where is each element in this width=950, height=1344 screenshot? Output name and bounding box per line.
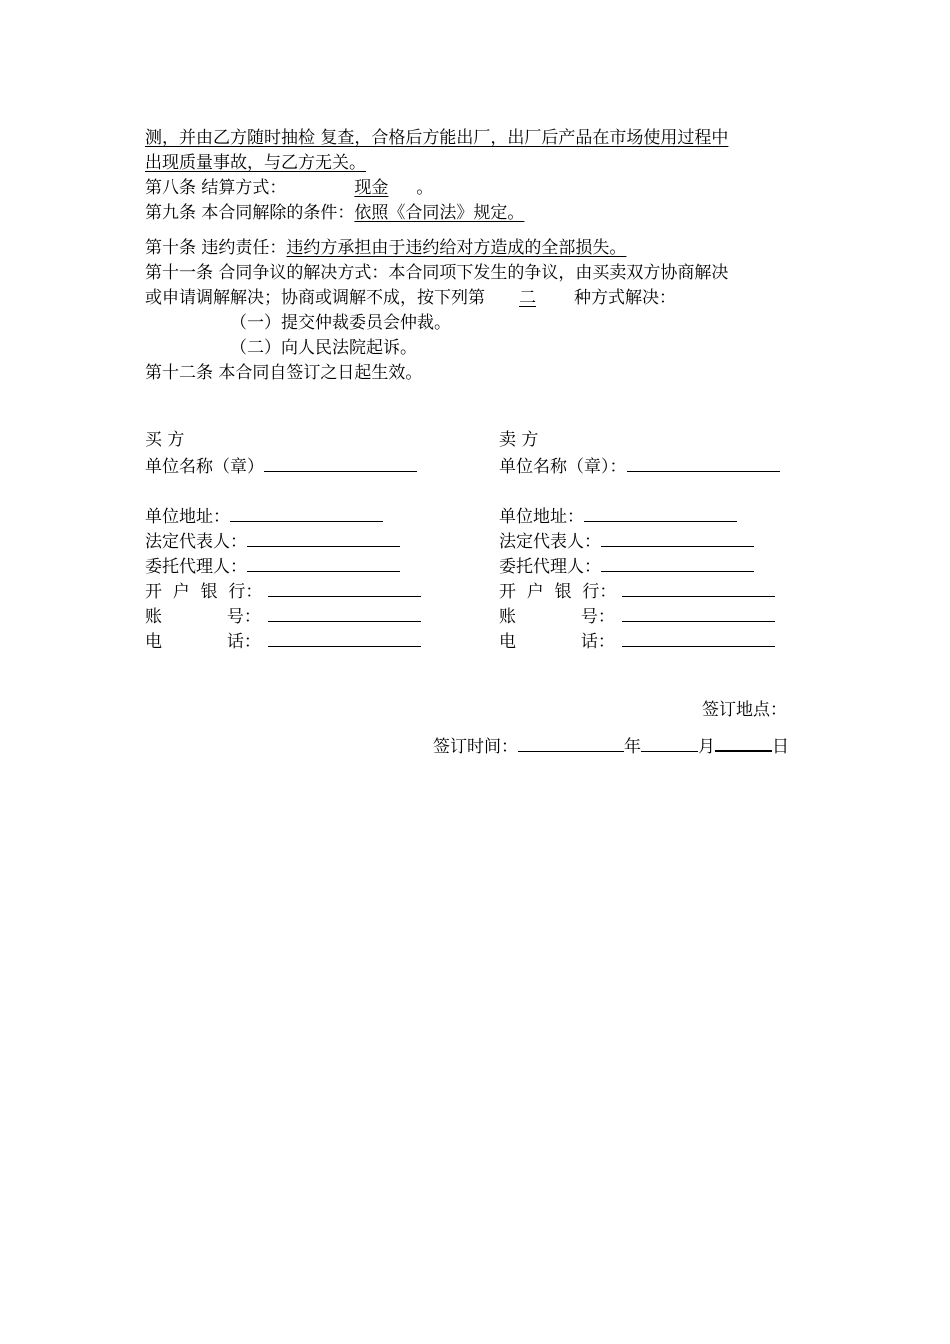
clause8 <box>145 176 433 201</box>
buyer-phone-label: 电 话： <box>145 632 261 652</box>
buyer-bank-row <box>145 579 421 605</box>
clause11-option1: （一）提交仲裁委员会仲裁。 <box>230 313 451 333</box>
clause7-line2: 出现质量事故，与乙方无关。 <box>145 153 366 173</box>
signing-day-field[interactable] <box>715 733 772 752</box>
clause8-end: 。 <box>416 178 434 198</box>
signing-month-field[interactable] <box>641 734 698 752</box>
seller-agent-row <box>499 554 754 580</box>
signing-day-label: 日 <box>772 737 789 757</box>
seller-agent-field[interactable] <box>601 554 754 572</box>
seller-agent-label: 委托代理人： <box>499 557 601 577</box>
seller-bank-row <box>499 579 775 605</box>
seller-address-row <box>499 504 737 530</box>
seller-name-label: 单位名称（章）： <box>499 457 627 477</box>
buyer-name-field[interactable] <box>264 454 417 472</box>
clause10-value: 违约方承担由于违约给对方造成的全部损失。 <box>286 238 627 258</box>
signing-place-label: 签订地点： <box>702 700 787 720</box>
buyer-name-label: 单位名称（章） <box>145 457 264 477</box>
clause7-line1: 测，并由乙方随时抽检 复查，合格后方能出厂，出厂后产品在市场使用过程中 <box>145 128 729 148</box>
signing-month-label: 月 <box>698 737 715 757</box>
buyer-bank-field[interactable] <box>268 579 421 597</box>
seller-title: 卖 方 <box>499 430 539 450</box>
signing-time-row <box>433 733 789 760</box>
clause11-choice: 二 <box>519 288 536 308</box>
seller-name-field[interactable] <box>627 454 780 472</box>
buyer-agent-row <box>145 554 400 580</box>
seller-name-row <box>499 454 780 480</box>
seller-bank-field[interactable] <box>622 579 775 597</box>
clause8-label: 第八条 结算方式： <box>145 178 287 198</box>
clause11-option2: （二）向人民法院起诉。 <box>230 338 417 358</box>
seller-legal-rep-row <box>499 529 754 555</box>
buyer-name-row <box>145 454 417 480</box>
seller-bank-label: 开 户 银 行： <box>499 582 617 602</box>
seller-address-field[interactable] <box>584 504 737 522</box>
seller-account-field[interactable] <box>622 604 775 622</box>
buyer-bank-label: 开 户 银 行： <box>145 582 263 602</box>
buyer-title: 买 方 <box>145 430 185 450</box>
signing-year-label: 年 <box>624 737 641 757</box>
seller-account-row <box>499 604 775 630</box>
buyer-account-label: 账 号： <box>145 607 261 627</box>
clause12: 第十二条 本合同自签订之日起生效。 <box>145 363 423 383</box>
buyer-address-label: 单位地址： <box>145 507 230 527</box>
buyer-legal-rep-row <box>145 529 400 555</box>
seller-address-label: 单位地址： <box>499 507 584 527</box>
signing-year-field[interactable] <box>518 734 624 752</box>
buyer-legal-rep-field[interactable] <box>247 529 400 547</box>
buyer-address-field[interactable] <box>230 504 383 522</box>
clause10-label: 第十条 违约责任： <box>145 238 287 258</box>
seller-account-label: 账 号： <box>499 607 615 627</box>
clause10 <box>145 236 626 261</box>
buyer-legal-rep-label: 法定代表人： <box>145 532 247 552</box>
buyer-agent-label: 委托代理人： <box>145 557 247 577</box>
seller-phone-field[interactable] <box>622 629 775 647</box>
seller-phone-label: 电 话： <box>499 632 615 652</box>
clause11-line2-pre: 或申请调解解决；协商或调解不成，按下列第 <box>145 288 485 308</box>
seller-legal-rep-field[interactable] <box>601 529 754 547</box>
clause9-value: 依照《合同法》规定。 <box>354 203 525 223</box>
signing-time-label: 签订时间： <box>433 737 518 757</box>
seller-phone-row <box>499 629 775 655</box>
buyer-phone-row <box>145 629 421 655</box>
clause11-line2-post: 种方式解决： <box>574 288 676 308</box>
clause9 <box>145 201 524 226</box>
clause9-label: 第九条 本合同解除的条件： <box>145 203 355 223</box>
seller-legal-rep-label: 法定代表人： <box>499 532 601 552</box>
buyer-address-row <box>145 504 383 530</box>
clause11-line1: 第十一条 合同争议的解决方式：本合同项下发生的争议，由买卖双方协商解决 <box>145 263 729 283</box>
buyer-account-field[interactable] <box>268 604 421 622</box>
buyer-agent-field[interactable] <box>247 554 400 572</box>
buyer-phone-field[interactable] <box>268 629 421 647</box>
buyer-account-row <box>145 604 421 630</box>
clause8-value: 现金 <box>354 178 389 198</box>
clause11-line2 <box>145 286 676 311</box>
